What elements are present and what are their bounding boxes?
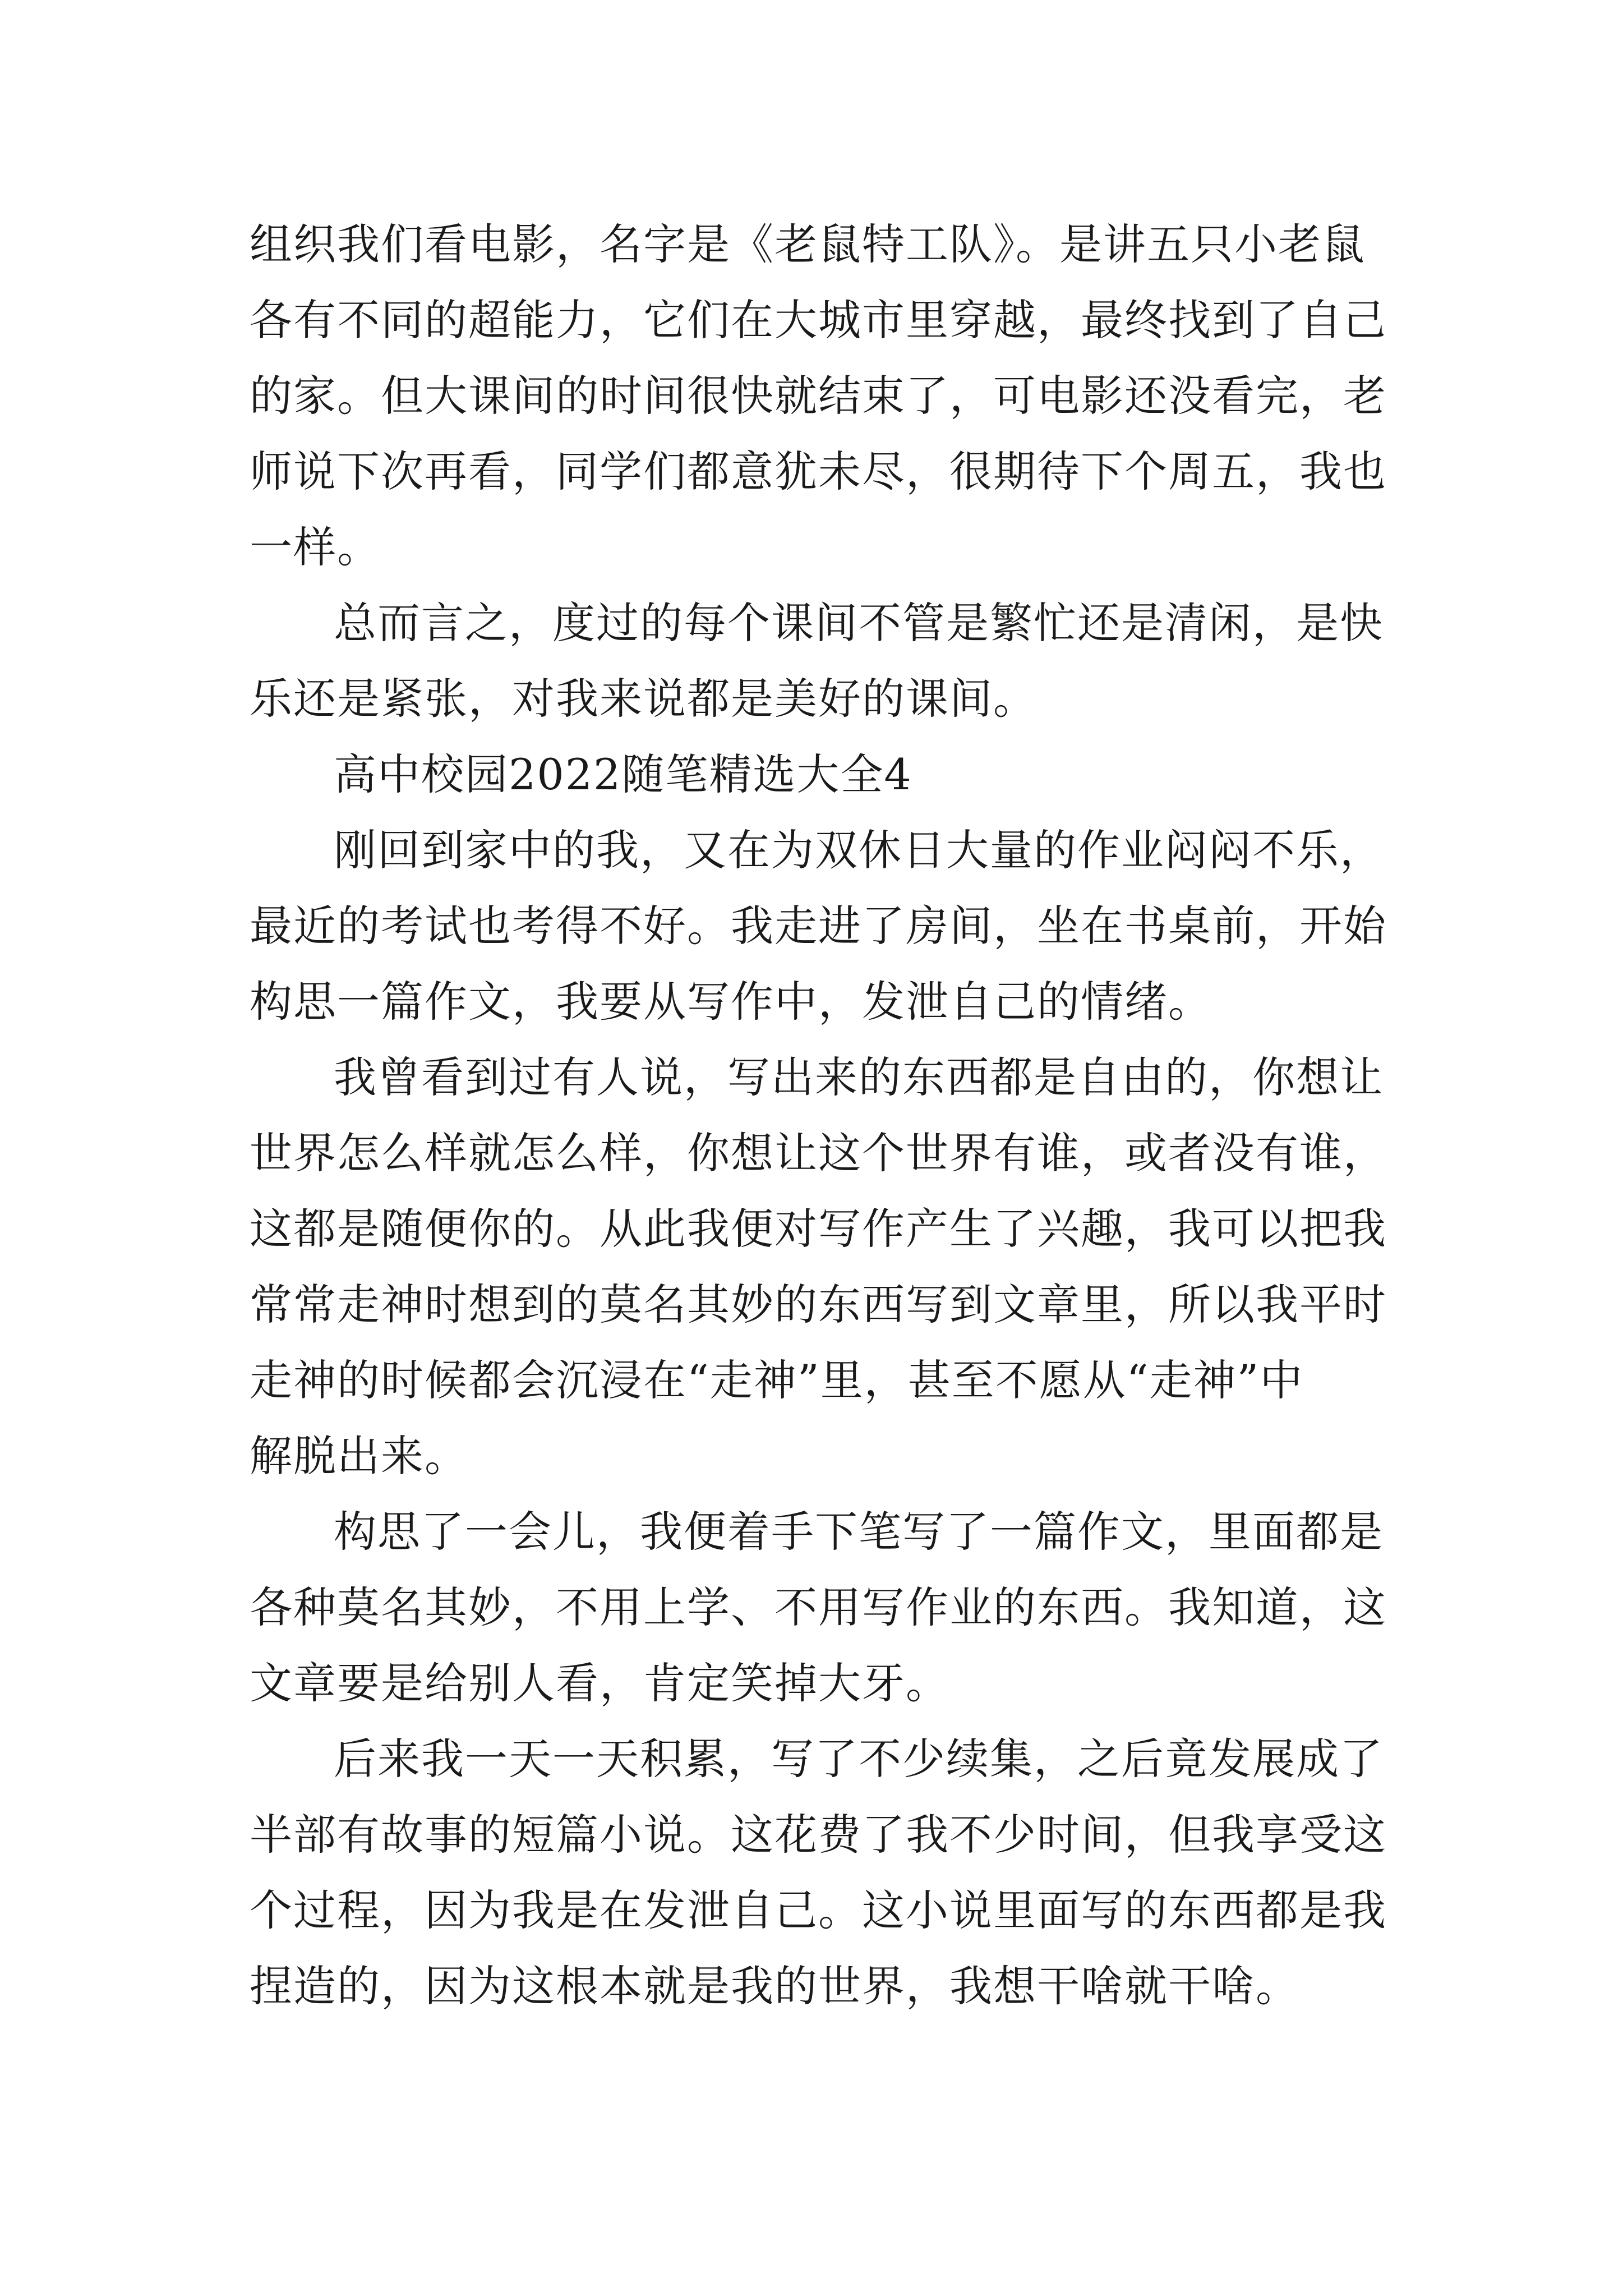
text-line: 组织我们看电影，名字是《老鼠特工队》。是讲五只小老鼠 bbox=[250, 219, 1366, 269]
text-line: 最近的考试也考得不好。我走进了房间，坐在书桌前，开始 bbox=[250, 901, 1387, 951]
text-line: 走神的时候都会沉浸在“走神”里，甚至不愿从“走神”中 bbox=[250, 1355, 1304, 1405]
text-line: 后来我一天一天积累，写了不少续集，之后竟发展成了 bbox=[334, 1734, 1384, 1784]
text-line: 各种莫名其妙，不用上学、不用写作业的东西。我知道，这 bbox=[250, 1582, 1387, 1632]
text-line: 构思一篇作文，我要从写作中，发泄自己的情绪。 bbox=[250, 977, 1212, 1027]
text-line: 解脱出来。 bbox=[250, 1431, 468, 1481]
text-line: 捏造的，因为这根本就是我的世界，我想干啥就干啥。 bbox=[250, 1961, 1299, 2011]
text-line: 我曾看到过有人说，写出来的东西都是自由的，你想让 bbox=[334, 1052, 1384, 1102]
body-text bbox=[250, 206, 1394, 2024]
text-line: 世界怎么样就怎么样，你想让这个世界有谁，或者没有谁， bbox=[250, 1128, 1387, 1178]
section-heading: 高中校园2022随笔精选大全4 bbox=[334, 749, 912, 799]
text-line: 这都是随便你的。从此我便对写作产生了兴趣，我可以把我 bbox=[250, 1204, 1387, 1254]
text-line: 刚回到家中的我，又在为双休日大量的作业闷闷不乐， bbox=[334, 825, 1384, 875]
text-line: 的家。但大课间的时间很快就结束了，可电影还没看完，老 bbox=[250, 371, 1387, 421]
text-line: 构思了一会儿，我便着手下笔写了一篇作文，里面都是 bbox=[334, 1507, 1384, 1557]
text-line: 文章要是给别人看，肯定笑掉大牙。 bbox=[250, 1658, 949, 1708]
text-line: 个过程，因为我是在发泄自己。这小说里面写的东西都是我 bbox=[250, 1885, 1387, 1935]
text-line: 师说下次再看，同学们都意犹未尽，很期待下个周五，我也 bbox=[250, 447, 1387, 496]
text-line: 乐还是紧张，对我来说都是美好的课间。 bbox=[250, 674, 1037, 724]
text-line: 常常走神时想到的莫名其妙的东西写到文章里，所以我平时 bbox=[250, 1280, 1387, 1329]
text-line: 总而言之，度过的每个课间不管是繁忙还是清闲，是快 bbox=[334, 598, 1384, 648]
text-line: 半部有故事的短篇小说。这花费了我不少时间，但我享受这 bbox=[250, 1810, 1387, 1860]
text-line: 一样。 bbox=[250, 522, 381, 572]
text-line: 各有不同的超能力，它们在大城市里穿越，最终找到了自己 bbox=[250, 295, 1387, 345]
